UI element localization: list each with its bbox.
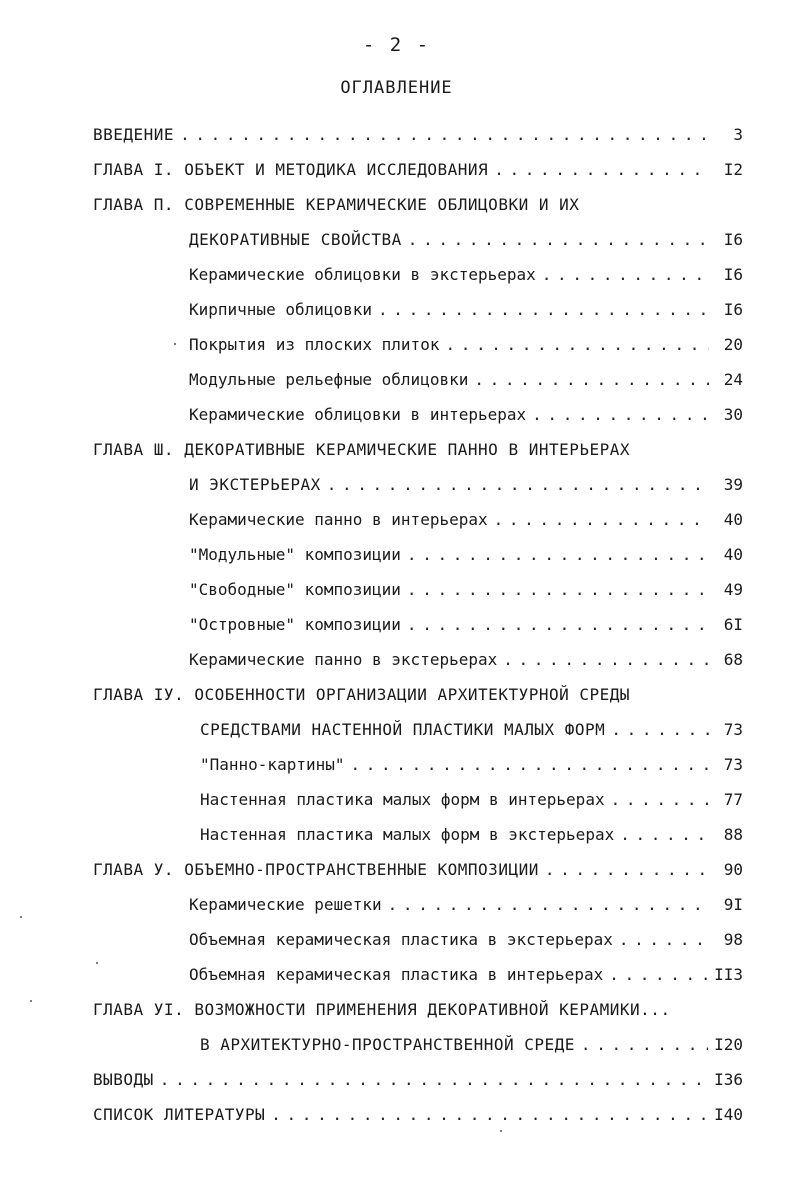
toc-entry-conclusions bbox=[93, 1065, 743, 1095]
toc-entry-subsection bbox=[189, 365, 743, 395]
toc-entry-page: 20 bbox=[723, 335, 743, 354]
toc-entry-chapter-6-cont bbox=[200, 1030, 743, 1060]
toc-entry-subsection bbox=[189, 610, 743, 640]
toc-entry-subsection bbox=[189, 330, 743, 360]
toc-entry-label: ГЛАВА У. ОБЪЕМНО-ПРОСТРАНСТВЕННЫЕ КОМПОЗИЦИИ bbox=[93, 860, 539, 879]
toc-leader-dots bbox=[388, 890, 709, 920]
toc-entry-label: Кирпичные облицовки bbox=[189, 300, 373, 319]
toc-entry-subsection bbox=[189, 645, 743, 675]
toc-leader-dots bbox=[160, 1065, 708, 1095]
toc-leader-dots bbox=[619, 925, 709, 955]
toc-entry-page: I40 bbox=[714, 1105, 743, 1124]
toc-leader-dots bbox=[581, 1030, 708, 1060]
toc-entry-subsection bbox=[189, 925, 743, 955]
toc-leader-dots bbox=[503, 645, 709, 675]
toc-leader-dots bbox=[408, 225, 709, 255]
toc-title: ОГЛАВЛЕНИЕ bbox=[340, 78, 453, 98]
toc-entry-page: I6 bbox=[723, 300, 743, 319]
toc-leader-dots bbox=[542, 260, 709, 290]
toc-entry-label: "Панно-картины" bbox=[200, 755, 345, 774]
toc-entry-subsection bbox=[200, 785, 743, 815]
toc-entry-label: ДЕКОРАТИВНЫЕ СВОЙСТВА bbox=[189, 230, 402, 249]
toc-entry-page: 6I bbox=[723, 615, 743, 634]
toc-entry-label: Объемная керамическая пластика в интерьерах bbox=[189, 965, 604, 984]
toc-entry-label: Модульные рельефные облицовки bbox=[189, 370, 469, 389]
toc-entry-page: I6 bbox=[723, 230, 743, 249]
scan-speck bbox=[20, 916, 22, 918]
toc-entry-page: 3 bbox=[733, 125, 743, 144]
toc-leader-dots bbox=[611, 715, 709, 745]
toc-entry-label: Керамические облицовки в интерьерах bbox=[189, 405, 527, 424]
toc-entry-page: II3 bbox=[714, 965, 743, 984]
toc-leader-dots bbox=[532, 400, 709, 430]
toc-entry-label: Керамические панно в интерьерах bbox=[189, 510, 488, 529]
toc-leader-dots bbox=[327, 470, 709, 500]
toc-leader-dots bbox=[474, 365, 709, 395]
toc-entry-label: Керамические облицовки в экстерьерах bbox=[189, 265, 536, 284]
toc-entry-page: I20 bbox=[714, 1035, 743, 1054]
toc-leader-dots bbox=[351, 750, 710, 780]
toc-entry-page: 9I bbox=[723, 895, 743, 914]
toc-entry-label: ГЛАВА УI. ВОЗМОЖНОСТИ ПРИМЕНЕНИЯ ДЕКОРАТИВНОЙ КЕРАМИКИ... bbox=[93, 1000, 671, 1019]
toc-entry-chapter-4-cont bbox=[200, 715, 743, 745]
toc-entry-subsection bbox=[189, 505, 743, 535]
toc-entry-page: 24 bbox=[723, 370, 743, 389]
toc-leader-dots bbox=[611, 785, 709, 815]
toc-entry-label: СПИСОК ЛИТЕРАТУРЫ bbox=[93, 1105, 266, 1124]
toc-entry-subsection bbox=[189, 400, 743, 430]
toc-entry-chapter-5 bbox=[93, 855, 743, 885]
toc-leader-dots bbox=[494, 155, 709, 185]
scan-speck bbox=[96, 962, 98, 964]
toc-entry-label: ВВЕДЕНИЕ bbox=[93, 125, 175, 144]
toc-entry-label: ГЛАВА Ш. ДЕКОРАТИВНЫЕ КЕРАМИЧЕСКИЕ ПАННО В ИНТЕРЬЕРАХ bbox=[93, 440, 631, 459]
toc-entry-label: Керамические решетки bbox=[189, 895, 382, 914]
toc-entry-page: 40 bbox=[723, 545, 743, 564]
toc-leader-dots bbox=[271, 1100, 708, 1130]
toc-entry-label: Покрытия из плоских плиток bbox=[189, 335, 440, 354]
toc-entry-label: "Модульные" композиции bbox=[189, 545, 401, 564]
toc-entry-chapter-6 bbox=[93, 995, 743, 1025]
toc-entry-page: 77 bbox=[723, 790, 743, 809]
toc-entry-chapter-2 bbox=[93, 190, 743, 220]
toc-entry-subsection bbox=[189, 540, 743, 570]
toc-entry-label: СРЕДСТВАМИ НАСТЕННОЙ ПЛАСТИКИ МАЛЫХ ФОРМ bbox=[200, 720, 606, 739]
toc-entry-label: Объемная керамическая пластика в экстерьерах bbox=[189, 930, 613, 949]
toc-entry-label: И ЭКСТЕРЬЕРАХ bbox=[189, 475, 321, 494]
toc-entry-subsection bbox=[189, 960, 743, 990]
toc-entry-label: ГЛАВА П. СОВРЕМЕННЫЕ КЕРАМИЧЕСКИЕ ОБЛИЦОВКИ И ИХ bbox=[93, 195, 580, 214]
toc-entry-subsection bbox=[189, 295, 743, 325]
scan-speck bbox=[500, 1130, 502, 1132]
toc-entry-chapter-3 bbox=[93, 435, 743, 465]
toc-entry-subsection bbox=[189, 575, 743, 605]
toc-entry-label: ВЫВОДЫ bbox=[93, 1070, 154, 1089]
toc-entry-page: I6 bbox=[723, 265, 743, 284]
toc-entry-page: 39 bbox=[723, 475, 743, 494]
toc-entry-chapter-2-cont bbox=[189, 225, 743, 255]
toc-entry-label: "Свободные" композиции bbox=[189, 580, 401, 599]
toc-entry-page: 90 bbox=[723, 860, 743, 879]
toc-entry-page: I2 bbox=[723, 160, 743, 179]
toc-entry-label: Керамические панно в экстерьерах bbox=[189, 650, 498, 669]
toc-leader-dots bbox=[180, 120, 709, 150]
toc-entry-page: 88 bbox=[723, 825, 743, 844]
toc-entry-page: 49 bbox=[723, 580, 743, 599]
toc-entry-chapter-4 bbox=[93, 680, 743, 710]
toc-entry-chapter-3-cont bbox=[189, 470, 743, 500]
toc-leader-dots bbox=[407, 540, 709, 570]
toc-leader-dots bbox=[407, 575, 709, 605]
scan-speck bbox=[174, 343, 176, 345]
toc-entry-label: "Островные" композиции bbox=[189, 615, 401, 634]
toc-entry-page: 73 bbox=[723, 720, 743, 739]
toc-leader-dots bbox=[609, 960, 708, 990]
scan-speck bbox=[30, 1000, 32, 1002]
toc-entry-introduction bbox=[93, 120, 743, 150]
toc-entry-label: ГЛАВА I. ОБЪЕКТ И МЕТОДИКА ИССЛЕДОВАНИЯ bbox=[93, 160, 489, 179]
toc-entry-subsection bbox=[200, 750, 743, 780]
toc-entry-page: I36 bbox=[714, 1070, 743, 1089]
toc-entry-label: Настенная пластика малых форм в экстерьерах bbox=[200, 825, 615, 844]
toc-entry-chapter-1 bbox=[93, 155, 743, 185]
toc-leader-dots bbox=[407, 610, 709, 640]
toc-entry-page: 40 bbox=[723, 510, 743, 529]
toc-entry-label: Настенная пластика малых форм в интерьерах bbox=[200, 790, 605, 809]
toc-leader-dots bbox=[445, 330, 709, 360]
toc-entry-label: ГЛАВА IУ. ОСОБЕННОСТИ ОРГАНИЗАЦИИ АРХИТЕКТУРНОЙ СРЕДЫ bbox=[93, 685, 631, 704]
toc-leader-dots bbox=[545, 855, 709, 885]
toc-entry-subsection bbox=[200, 820, 743, 850]
toc-entry-bibliography bbox=[93, 1100, 743, 1130]
toc-entry-page: 73 bbox=[723, 755, 743, 774]
toc-entry-label: В АРХИТЕКТУРНО-ПРОСТРАНСТВЕННОЙ СРЕДЕ bbox=[200, 1035, 575, 1054]
toc-leader-dots bbox=[620, 820, 709, 850]
toc-entry-subsection bbox=[189, 260, 743, 290]
toc-leader-dots bbox=[494, 505, 709, 535]
toc-entry-subsection bbox=[189, 890, 743, 920]
toc-entry-page: 30 bbox=[723, 405, 743, 424]
page-number: - 2 - bbox=[362, 34, 431, 56]
toc-entry-page: 98 bbox=[723, 930, 743, 949]
toc-leader-dots bbox=[378, 295, 709, 325]
toc-entry-page: 68 bbox=[723, 650, 743, 669]
